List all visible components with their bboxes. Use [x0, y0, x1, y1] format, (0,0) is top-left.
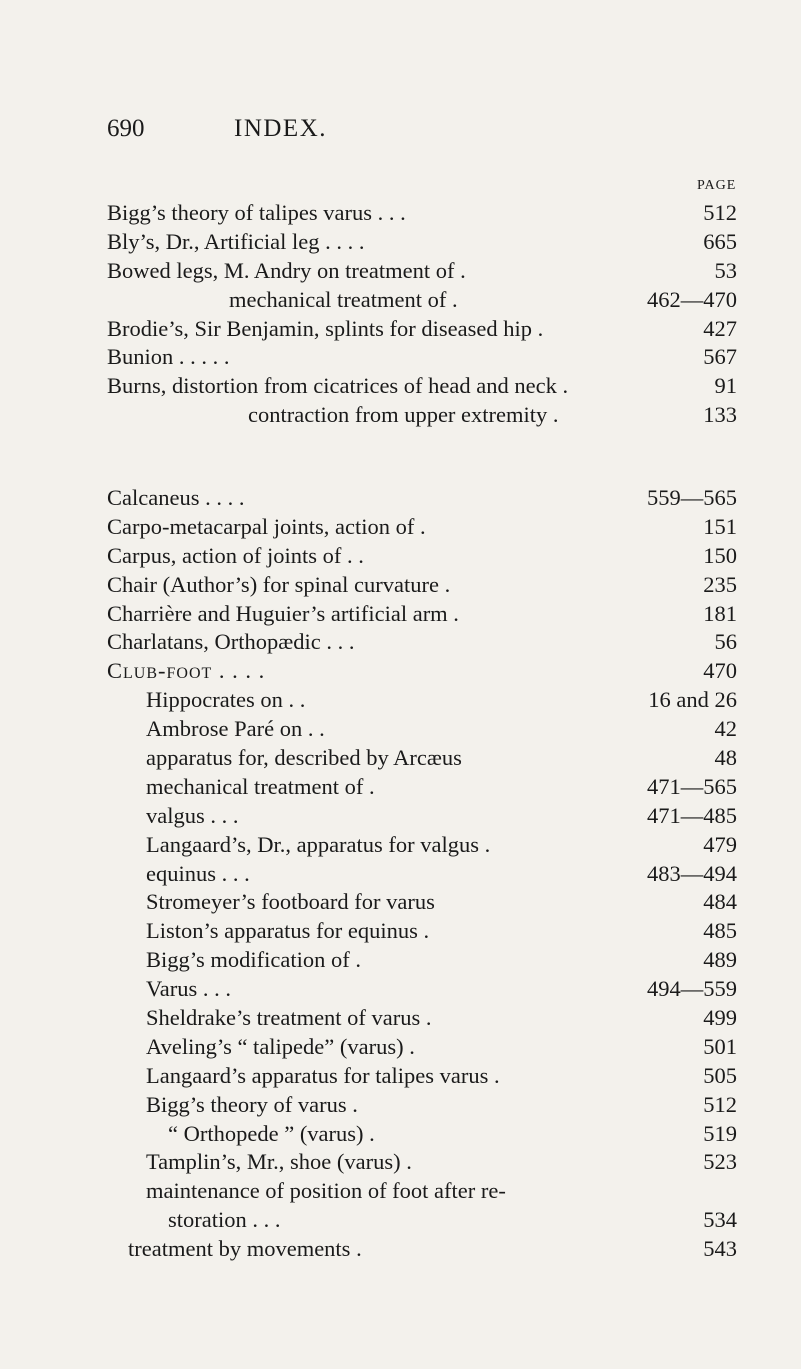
entry-page: 534	[703, 1207, 737, 1233]
entry-term: Bigg’s modification of .	[146, 947, 361, 973]
index-entry	[0, 600, 801, 629]
index-subentry	[0, 401, 801, 430]
entry-page: 543	[703, 1236, 737, 1262]
entry-term: equinus . . .	[146, 860, 250, 886]
entry-page: 479	[703, 831, 737, 857]
entry-page: 471—565	[647, 773, 737, 799]
index-entry	[0, 542, 801, 571]
entry-term: Aveling’s “ talipede” (varus) .	[146, 1033, 415, 1059]
entry-term: Langaard’s apparatus for talipes varus .	[146, 1062, 500, 1088]
entry-term: contraction from upper extremity .	[248, 402, 559, 428]
index-subentry	[0, 946, 801, 975]
entry-term: mechanical treatment of .	[229, 286, 458, 312]
entry-term: Burns, distortion from cicatrices of head and neck .	[107, 373, 569, 399]
entry-term: “ Orthopede ” (varus) .	[168, 1120, 375, 1146]
index-subentry	[0, 917, 801, 946]
entry-term: Brodie’s, Sir Benjamin, splints for diseased hip .	[107, 315, 544, 341]
entry-term: Sheldrake’s treatment of varus .	[146, 1005, 432, 1031]
index-subentry	[0, 888, 801, 917]
index-subentry	[0, 286, 801, 315]
entry-term: Bigg’s theory of varus .	[146, 1091, 358, 1117]
index-entry	[0, 513, 801, 542]
entry-page: 56	[714, 629, 737, 655]
entry-page: 519	[703, 1120, 737, 1146]
entry-page: 48	[714, 745, 737, 771]
entry-page: 494—559	[647, 976, 737, 1002]
entry-term: Carpo-metacarpal joints, action of .	[107, 513, 426, 539]
entry-term: Hippocrates on . .	[146, 687, 306, 713]
entry-page: 462—470	[647, 286, 737, 312]
index-subentry	[0, 860, 801, 889]
entry-page: 470	[703, 658, 737, 684]
entry-term: storation . . .	[168, 1207, 281, 1233]
index-subentry	[0, 831, 801, 860]
entry-term: mechanical treatment of .	[146, 773, 375, 799]
entry-term: Bowed legs, M. Andry on treatment of .	[107, 257, 466, 283]
entry-page: 483—494	[647, 860, 737, 886]
entry-page: 485	[703, 918, 737, 944]
entry-page: 512	[703, 200, 737, 225]
index-entry	[0, 315, 801, 344]
index-subentry	[0, 1004, 801, 1033]
index-entry	[0, 228, 801, 257]
index-entry	[0, 484, 801, 513]
entry-page: 559—565	[647, 485, 737, 510]
entry-page: 512	[703, 1091, 737, 1117]
entry-term: Calcaneus . . . .	[107, 485, 245, 510]
index-subentry	[0, 1062, 801, 1091]
entry-page: 523	[703, 1149, 737, 1175]
entry-page: 16 and 26	[648, 687, 737, 713]
entry-page: 489	[703, 947, 737, 973]
index-subentry	[0, 1177, 801, 1206]
index-subentry	[0, 1120, 801, 1149]
entry-term: treatment by movements .	[128, 1236, 362, 1262]
entry-term: Varus . . .	[146, 976, 231, 1002]
index-entry	[0, 657, 801, 686]
entry-term: Carpus, action of joints of . .	[107, 542, 364, 568]
entry-page: 567	[703, 344, 737, 370]
entry-term: valgus . . .	[146, 802, 239, 828]
index-entry	[0, 372, 801, 401]
index-subentry	[0, 773, 801, 802]
entry-page: 501	[703, 1033, 737, 1059]
entry-term: Bly’s, Dr., Artificial leg . . . .	[107, 228, 365, 254]
entry-term: Tamplin’s, Mr., shoe (varus) .	[146, 1149, 412, 1175]
index-section-b	[0, 199, 801, 430]
page-header	[0, 115, 801, 145]
entry-page: 150	[703, 542, 737, 568]
index-subentry	[0, 1091, 801, 1120]
entry-term: Chair (Author’s) for spinal curvature .	[107, 571, 451, 597]
index-section-c	[0, 484, 801, 1264]
entry-term: Stromeyer’s footboard for varus	[146, 889, 435, 915]
entry-term: maintenance of position of foot after re-	[146, 1178, 506, 1204]
entry-page: 499	[703, 1005, 737, 1031]
entry-page: 181	[703, 600, 737, 626]
index-subentry	[0, 686, 801, 715]
index-entry	[0, 571, 801, 600]
entry-page: 42	[714, 716, 737, 742]
entry-page: 91	[714, 373, 737, 399]
entry-term: Langaard’s, Dr., apparatus for valgus .	[146, 831, 491, 857]
entry-page: 151	[703, 513, 737, 539]
index-entry	[0, 257, 801, 286]
index-subentry	[0, 975, 801, 1004]
index-subentry	[0, 1206, 801, 1235]
entry-page: 471—485	[647, 802, 737, 828]
index-subentry	[0, 1235, 801, 1264]
index-subentry	[0, 802, 801, 831]
index-subentry	[0, 744, 801, 773]
entry-page: 235	[703, 571, 737, 597]
entry-term: Bunion . . . . .	[107, 344, 230, 370]
entry-term: Bigg’s theory of talipes varus . . .	[107, 200, 406, 225]
index-subentry	[0, 1148, 801, 1177]
entry-page: 484	[703, 889, 737, 915]
entry-term: Charlatans, Orthopædic . . .	[107, 629, 355, 655]
entry-page: 505	[703, 1062, 737, 1088]
entry-term: Club-foot . . . .	[107, 658, 266, 684]
running-head: INDEX.	[234, 115, 328, 142]
entry-page: 427	[703, 315, 737, 341]
entry-term: Charrière and Huguier’s artificial arm .	[107, 600, 459, 626]
entry-page: 133	[703, 402, 737, 428]
index-entry	[0, 343, 801, 372]
index-entry	[0, 628, 801, 657]
page-number: 690	[107, 115, 145, 142]
page-column-heading: PAGE	[697, 178, 737, 193]
entry-term: Ambrose Paré on . .	[146, 716, 325, 742]
entry-page: 53	[714, 257, 737, 283]
index-subentry	[0, 1033, 801, 1062]
entry-page: 665	[703, 228, 737, 254]
entry-term: Liston’s apparatus for equinus .	[146, 918, 430, 944]
entry-term: apparatus for, described by Arcæus	[146, 745, 462, 771]
index-entry	[0, 199, 801, 228]
index-subentry	[0, 715, 801, 744]
